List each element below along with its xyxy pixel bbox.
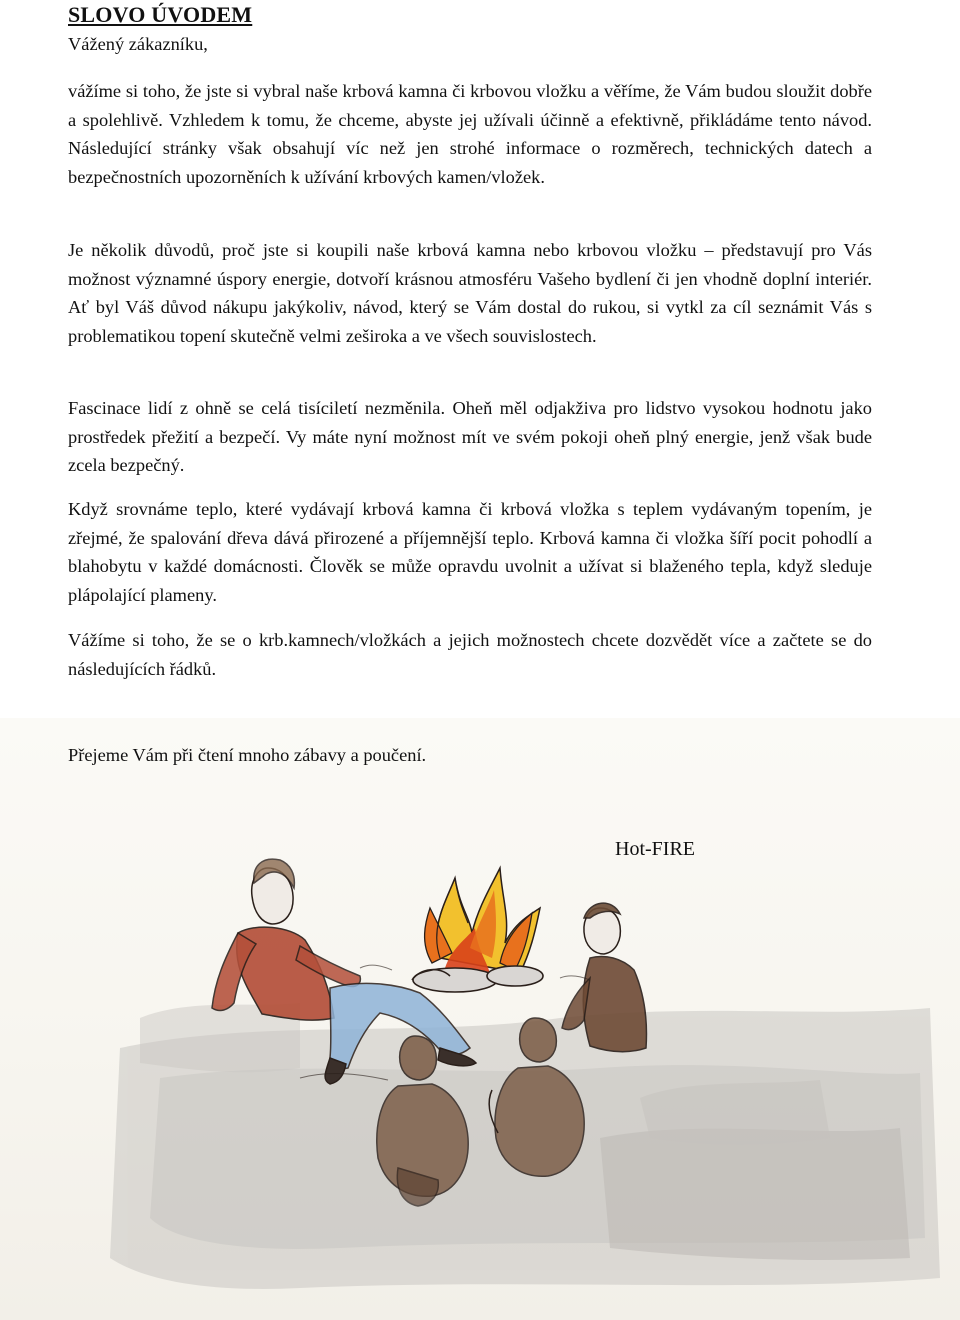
paragraph-text: Když srovnáme teplo, které vydávají krbová kamna či krbová vložka s teplem vydávaným topením, je zřejmé, že spalování dřeva dává přirozené a příjemnější teplo. Krbová kamna či vložka šíří pocit pohodlí a blahobytu v každé domácnosti. Člověk se může opravdu uvolnit a užívat si blaženého tepla, když sleduje plápolající plameny.: [68, 499, 872, 605]
fire-flames: [425, 868, 540, 973]
signature: Hot-FIRE: [615, 838, 695, 860]
paragraph-text: vážíme si toho, že jste si vybral naše krbová kamna či krbovou vložku a věříme, že Vám budou sloužit dobře a spolehlivě. Vzhledem k tomu, že chceme, abyste jej užívali účinně a efektivně, přikládáme tento návod. Následující stránky však obsahují víc než jen strohé informace o rozměrech, technických datech a bezpečnostních upozorněních k užívání krbových kamen/vložek.: [68, 81, 872, 187]
paragraph-text: Je několik důvodů, proč jste si koupili naše krbová kamna nebo krbovou vložku – představují pro Vás možnost významné úspory energie, dotvoří krásnou atmosféru Vašeho bydlení či jen vhodně doplní interiér. Ať byl Váš důvod nákupu jakýkoliv, návod, který se Vám dostal do rukou, si vytkl za cíl seznámit Vás s problematikou topení skutečně velmi zeširoka a ve všech souvislostech.: [68, 240, 872, 346]
page-heading: SLOVO ÚVODEM: [68, 2, 253, 27]
fire-pit-stones: [412, 966, 543, 992]
paragraph-text: Vážíme si toho, že se o krb.kamnech/vložkách a jejich možnostech chcete dozvědět více a začtete se do následujících řádků.: [68, 630, 872, 679]
salutation: Vážený zákazníku,: [68, 34, 208, 54]
paragraph-invitation: [68, 626, 872, 683]
paragraph-text: Fascinace lidí z ohně se celá tisíciletí nezměnila. Oheň měl odjakživa pro lidstvo vysokou hodnotu jako prostředek přežití a bezpečí. Vy máte nyní možnost mít ve svém pokoji oheň plný energie, jenž však bude zcela bezpečný.: [68, 398, 872, 475]
paragraph-fascination: [68, 394, 872, 480]
closing-wish: Přejeme Vám při čtení mnoho zábavy a poučení.: [68, 745, 427, 765]
paragraph-reasons: [68, 236, 872, 350]
campfire-illustration: [0, 718, 960, 1320]
paragraph-heat-comparison: [68, 495, 872, 609]
paragraph-intro: [68, 77, 872, 191]
